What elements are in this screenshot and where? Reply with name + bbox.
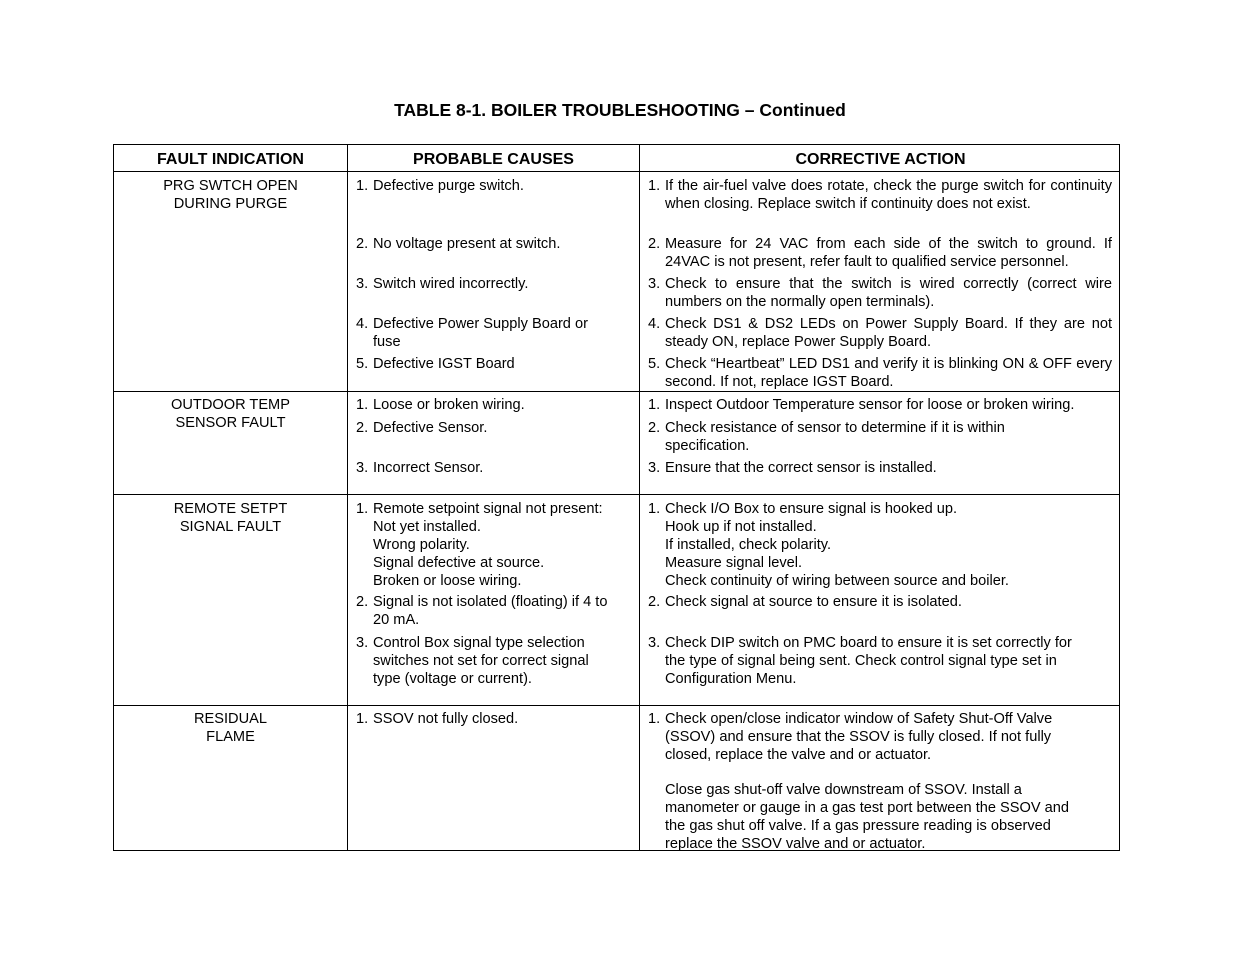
item-number: 3. <box>356 635 369 651</box>
cause-text: Signal defective at source. <box>373 555 545 571</box>
cause-text: fuse <box>373 334 401 350</box>
fault-line: DURING PURGE <box>173 196 288 212</box>
cause-text: Signal is not isolated (floating) if 4 to <box>373 594 608 610</box>
action-text: the gas shut off valve. If a gas pressure reading is observed <box>665 818 1051 834</box>
cause-item <box>356 710 518 728</box>
cause-text: Defective Sensor. <box>373 420 488 436</box>
action-text: (SSOV) and ensure that the SSOV is fully closed. If not fully <box>665 729 1052 745</box>
cause-item <box>356 177 524 195</box>
action-text: manometer or gauge in a gas test port between the SSOV and <box>665 800 1070 816</box>
cause-text: Defective purge switch. <box>373 178 524 194</box>
action-item <box>648 177 1112 213</box>
cause-item <box>356 315 588 351</box>
action-item <box>648 500 1009 590</box>
column-divider <box>347 145 348 850</box>
fault-line: PRG SWTCH OPEN <box>163 178 298 194</box>
action-item <box>648 781 1069 853</box>
fault-indication-cell <box>114 500 347 536</box>
item-number: 3. <box>356 460 369 476</box>
item-number: 1. <box>356 711 369 727</box>
cause-text: Control Box signal type selection <box>373 635 585 651</box>
cause-item <box>356 235 560 253</box>
cause-text: Not yet installed. <box>373 519 481 535</box>
cause-item <box>356 593 607 629</box>
item-number: 3. <box>648 276 661 292</box>
fault-line: RESIDUAL <box>194 711 267 727</box>
item-number: 3. <box>356 276 369 292</box>
action-text: Configuration Menu. <box>665 671 797 687</box>
action-text: Check “Heartbeat” LED DS1 and verify it is blinking ON & OFF every second. If not, replace IGST Board. <box>665 356 1112 390</box>
cause-text: type (voltage or current). <box>373 671 532 687</box>
header-fault-indication: FAULT INDICATION <box>157 151 304 168</box>
item-number: 2. <box>356 236 369 252</box>
cause-item <box>356 355 515 373</box>
action-text: replace the SSOV valve and or actuator. <box>665 836 926 852</box>
cause-text: Switch wired incorrectly. <box>373 276 529 292</box>
row-divider <box>114 494 1119 495</box>
action-item <box>648 593 962 611</box>
item-number: 4. <box>648 316 661 332</box>
action-text: Check I/O Box to ensure signal is hooked up. <box>665 501 958 517</box>
item-number: 2. <box>648 594 661 610</box>
action-text: Measure for 24 VAC from each side of the switch to ground. If 24VAC is not present, refer fault to qualified service personnel. <box>665 236 1112 270</box>
header-corrective-action: CORRECTIVE ACTION <box>795 151 966 168</box>
cause-item <box>356 500 603 590</box>
action-text: Check signal at source to ensure it is isolated. <box>665 594 962 610</box>
action-text: If the air-fuel valve does rotate, check the purge switch for continuity when closing. Replace switch if continuity does not exist. <box>665 178 1112 212</box>
row-divider <box>114 705 1119 706</box>
fault-line: FLAME <box>206 729 255 745</box>
fault-indication-cell <box>114 396 347 432</box>
item-number: 2. <box>648 236 661 252</box>
cause-item <box>356 396 525 414</box>
fault-indication-cell <box>114 710 347 746</box>
fault-line: SIGNAL FAULT <box>179 519 282 535</box>
item-number: 4. <box>356 316 369 332</box>
cause-text: No voltage present at switch. <box>373 236 561 252</box>
header-probable-causes: PROBABLE CAUSES <box>413 151 574 168</box>
action-text: the type of signal being sent. Check control signal type set in <box>665 653 1057 669</box>
cause-item <box>356 459 483 477</box>
action-text: closed, replace the valve and or actuator. <box>665 747 932 763</box>
action-text: Check resistance of sensor to determine if it is within <box>665 420 1005 436</box>
cause-text: Broken or loose wiring. <box>373 573 522 589</box>
action-item <box>648 419 1005 455</box>
action-item <box>648 459 937 477</box>
action-item <box>648 355 1112 391</box>
action-text: Check open/close indicator window of Safety Shut-Off Valve <box>665 711 1053 727</box>
row-divider <box>114 391 1119 392</box>
item-number: 1. <box>356 501 369 517</box>
item-number: 5. <box>648 356 661 372</box>
cause-text: Loose or broken wiring. <box>373 397 525 413</box>
fault-indication-cell <box>114 177 347 213</box>
action-text: Check DS1 & DS2 LEDs on Power Supply Board. If they are not steady ON, replace Power Supply Board. <box>665 316 1112 350</box>
cause-item <box>356 634 589 688</box>
action-text: specification. <box>665 438 750 454</box>
table-title: TABLE 8-1. BOILER TROUBLESHOOTING – Continued <box>394 100 846 120</box>
item-number: 3. <box>648 635 661 651</box>
item-number: 3. <box>648 460 661 476</box>
item-number: 1. <box>356 397 369 413</box>
column-divider <box>639 145 640 850</box>
fault-line: SENSOR FAULT <box>175 415 286 431</box>
cause-text: Remote setpoint signal not present: <box>373 501 603 517</box>
cause-text: Wrong polarity. <box>373 537 470 553</box>
action-text: If installed, check polarity. <box>665 537 832 553</box>
item-number: 5. <box>356 356 369 372</box>
troubleshooting-table <box>113 144 1120 851</box>
item-number: 1. <box>648 397 661 413</box>
item-number: 2. <box>356 420 369 436</box>
cause-text: 20 mA. <box>373 612 420 628</box>
cause-text: Defective IGST Board <box>373 356 515 372</box>
cause-item <box>356 419 487 437</box>
action-text: Check to ensure that the switch is wired correctly (correct wire numbers on the normally open terminals). <box>665 276 1112 310</box>
action-text: Hook up if not installed. <box>665 519 817 535</box>
action-text: Close gas shut-off valve downstream of SSOV. Install a <box>665 782 1022 798</box>
cause-text: Defective Power Supply Board or <box>373 316 588 332</box>
item-number: 1. <box>648 178 661 194</box>
action-text: Inspect Outdoor Temperature sensor for loose or broken wiring. <box>665 397 1075 413</box>
action-text: Check DIP switch on PMC board to ensure it is set correctly for <box>665 635 1072 651</box>
item-number: 1. <box>648 501 661 517</box>
action-item <box>648 710 1052 764</box>
cause-item <box>356 275 528 293</box>
cause-text: switches not set for correct signal <box>373 653 589 669</box>
item-number: 2. <box>648 420 661 436</box>
header-divider <box>114 171 1119 172</box>
item-number: 1. <box>648 711 661 727</box>
action-text: Check continuity of wiring between source and boiler. <box>665 573 1009 589</box>
action-text: Ensure that the correct sensor is installed. <box>665 460 937 476</box>
item-number: 2. <box>356 594 369 610</box>
action-item <box>648 315 1112 351</box>
fault-line: OUTDOOR TEMP <box>171 397 290 413</box>
action-item <box>648 634 1072 688</box>
fault-line: REMOTE SETPT <box>173 501 288 517</box>
action-text: Measure signal level. <box>665 555 803 571</box>
action-item <box>648 396 1074 414</box>
action-item <box>648 235 1112 271</box>
cause-text: SSOV not fully closed. <box>373 711 519 727</box>
item-number: 1. <box>356 178 369 194</box>
action-item <box>648 275 1112 311</box>
cause-text: Incorrect Sensor. <box>373 460 484 476</box>
